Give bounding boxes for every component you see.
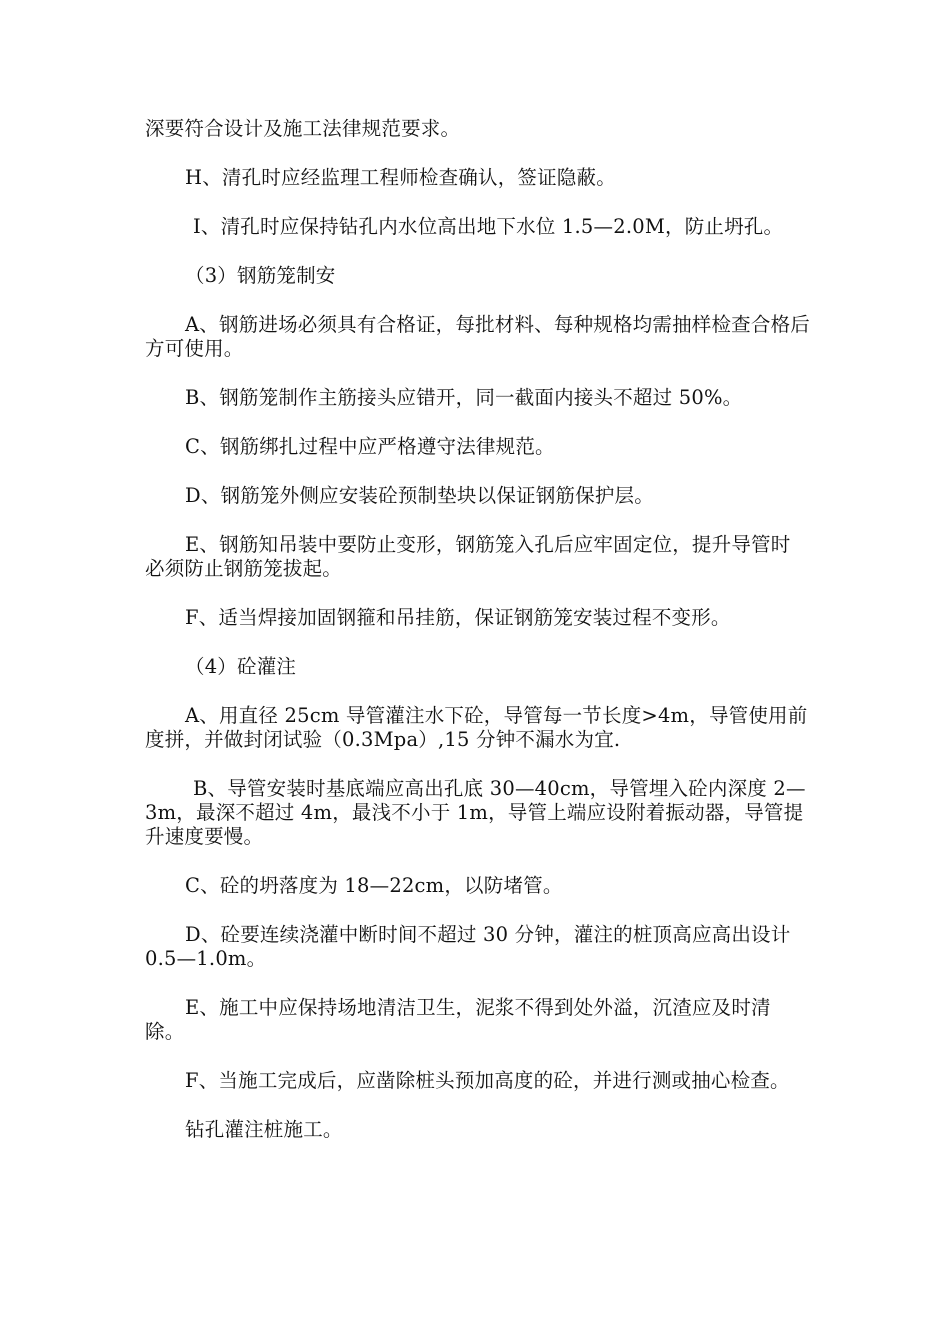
paragraph-item-c: C、钢筋绑扎过程中应严格遵守法律规范。 <box>185 435 555 458</box>
paragraph-closing: 钻孔灌注桩施工。 <box>185 1118 343 1141</box>
paragraph-item-b: B、导管安装时基底端应高出孔底 30—40cm，导管埋入砼内深度 2—3m，最深不超过 4m，最浅不小于 1m，导管上端应设附着振动器，导管提升速度要慢。 <box>145 777 806 848</box>
paragraph-item-b: B、钢筋笼制作主筋接头应错开，同一截面内接头不超过 50%。 <box>185 386 743 409</box>
paragraph-item-h: H、清孔时应经监理工程师检查确认，签证隐蔽。 <box>185 166 616 189</box>
paragraph-item-a: A、用直径 25cm 导管灌注水下砼，导管每一节长度>4m，导管使用前度拼，并做封闭试验（0.3Mpa）,15 分钟不漏水为宜. <box>145 704 808 751</box>
paragraph-continuation: 深要符合设计及施工法律规范要求。 <box>145 117 461 140</box>
paragraph-item-d: D、钢筋笼外侧应安装砼预制垫块以保证钢筋保护层。 <box>185 484 654 507</box>
section-heading-4: （4）砼灌注 <box>185 655 297 678</box>
paragraph-item-c: C、砼的坍落度为 18—22cm，以防堵管。 <box>185 874 563 897</box>
paragraph-item-a: A、钢筋进场必须具有合格证，每批材料、每种规格均需抽样检查合格后方可使用。 <box>145 313 810 360</box>
paragraph-item-f: F、当施工完成后，应凿除桩头预加高度的砼，并进行测或抽心检查。 <box>185 1069 790 1092</box>
paragraph-item-i: I、清孔时应保持钻孔内水位高出地下水位 1.5—2.0M，防止坍孔。 <box>193 215 784 238</box>
paragraph-item-e: E、施工中应保持场地清洁卫生，泥浆不得到处外溢，沉渣应及时清除。 <box>145 996 771 1043</box>
paragraph-item-d: D、砼要连续浇灌中断时间不超过 30 分钟，灌注的桩顶高应高出设计 0.5—1.0m。 <box>145 923 791 970</box>
paragraph-item-e: E、钢筋知吊装中要防止变形，钢筋笼入孔后应牢固定位，提升导管时必须防止钢筋笼拔起。 <box>145 533 791 580</box>
document-body <box>145 117 810 1167</box>
paragraph-item-f: F、适当焊接加固钢箍和吊挂筋，保证钢筋笼安装过程不变形。 <box>185 606 731 629</box>
section-heading-3: （3）钢筋笼制安 <box>185 264 336 287</box>
